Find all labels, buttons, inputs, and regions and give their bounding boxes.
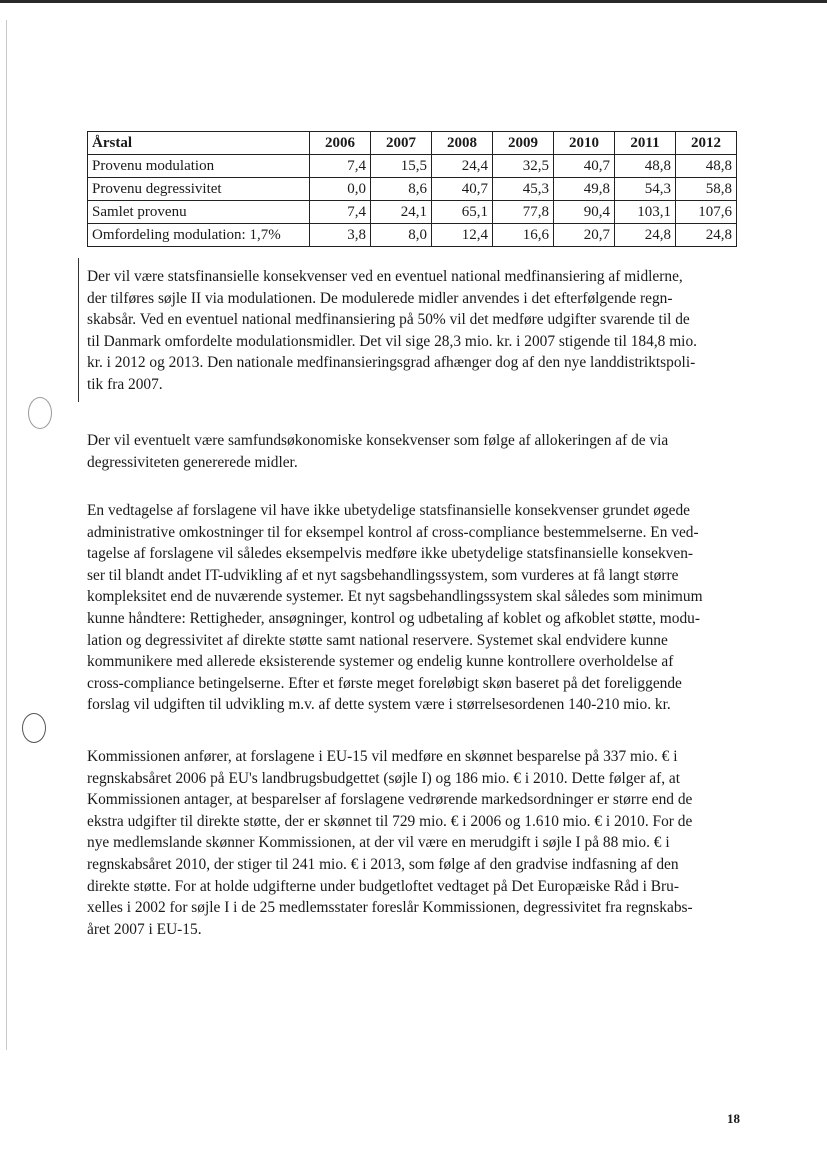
text-line: xelles i 2002 for søjle I i de 25 medlemsstater foreslår Kommissionen, degressivitet fra regnskabs- — [87, 899, 693, 917]
text-line: kompleksitet end de nuværende systemer. Et nyt sagsbehandlingssystem skal således som minimum — [87, 588, 703, 606]
text-line: der tilføres søjle II via modulationen. De modulerede midler anvendes i det efterfølgende regn- — [87, 289, 673, 307]
table-cell: 7,4 — [310, 155, 371, 178]
table-header-cell: 2009 — [493, 132, 554, 155]
table-cell: 32,5 — [493, 155, 554, 178]
table-header-cell: Årstal — [88, 132, 310, 155]
left-margin-rule — [6, 20, 7, 1050]
row-label: Omfordeling modulation: 1,7% — [88, 224, 310, 247]
text-line: forslag vil udgiften til udvikling m.v. af dette system være i størrelsesordenen 140-210 mio. kr. — [87, 696, 671, 714]
text-line: til Danmark omfordelte modulationsmidler. Det vil sige 28,3 mio. kr. i 2007 stigende til 184,8 mio. — [87, 332, 697, 350]
paragraph-administrative-costs — [87, 500, 747, 716]
table-header-cell: 2006 — [310, 132, 371, 155]
table-header-row — [88, 132, 737, 155]
table-cell: 107,6 — [676, 201, 737, 224]
table-cell: 7,4 — [310, 201, 371, 224]
text-line: Kommissionen antager, at besparelser af forslagene vedrørende markedsordninger er større end de — [87, 791, 693, 809]
table-cell: 8,6 — [371, 178, 432, 201]
table-header-cell: 2007 — [371, 132, 432, 155]
table-header-cell: 2012 — [676, 132, 737, 155]
text-line: direkte støtte. For at holde udgifterne under budgetloftet vedtaget på Det Europæiske Råd i Bru- — [87, 877, 679, 895]
revenue-table — [87, 131, 737, 247]
text-line: ser til blandt andet IT-udvikling af et nyt sagsbehandlingssystem, som vurderes at få langt større — [87, 566, 679, 584]
text-line: Kommissionen anfører, at forslagene i EU-15 vil medføre en skønnet besparelse på 337 mio. € i — [87, 748, 678, 765]
text-line: ekstra udgifter til direkte støtte, der er skønnet til 729 mio. € i 2006 og 1.610 mio. € i 2010. For de — [87, 812, 693, 830]
paragraph-commission-estimates — [87, 746, 747, 940]
table-cell: 45,3 — [493, 178, 554, 201]
text-line: skabsår. Ved en eventuel national medfinansiering på 50% vil det medføre udgifter svarende til de — [87, 311, 690, 329]
table-cell: 24,8 — [676, 224, 737, 247]
table-cell: 58,8 — [676, 178, 737, 201]
table-cell: 65,1 — [432, 201, 493, 224]
text-line: En vedtagelse af forslagene vil have ikke ubetydelige statsfinansielle konsekvenser grundet øgede — [87, 502, 691, 519]
text-line: tagelse af forslagene vil således eksempelvis medføre ikke ubetydelige statsfinansielle konsekven- — [87, 545, 694, 563]
table-row — [88, 224, 737, 247]
table-row — [88, 178, 737, 201]
table-cell: 24,1 — [371, 201, 432, 224]
text-line: regnskabsåret 2006 på EU's landbrugsbudgettet (søjle I) og 186 mio. € i 2010. Dette følger af, at — [87, 769, 681, 787]
table-cell: 48,8 — [615, 155, 676, 178]
table-cell: 3,8 — [310, 224, 371, 247]
table-cell: 48,8 — [676, 155, 737, 178]
top-edge-rule — [0, 0, 827, 3]
text-line: kunne håndtere: Rettigheder, ansøgninger, kontrol og udbetaling af koblet og afkoblet støtte, modu- — [87, 609, 700, 627]
page-number: 18 — [727, 1111, 740, 1126]
table-cell: 12,4 — [432, 224, 493, 247]
text-line: tik fra 2007. — [87, 375, 163, 393]
table-cell: 20,7 — [554, 224, 615, 247]
table-cell: 8,0 — [371, 224, 432, 247]
text-line: året 2007 i EU-15. — [87, 920, 202, 938]
text-line: Der vil eventuelt være samfundsøkonomiske konsekvenser som følge af allokeringen af de via — [87, 432, 669, 449]
punch-hole-bottom — [22, 713, 46, 743]
table-cell: 40,7 — [432, 178, 493, 201]
table-cell: 15,5 — [371, 155, 432, 178]
table-cell: 103,1 — [615, 201, 676, 224]
text-line: kommunikere med allerede eksisterende systemer og endelig kunne kontrollere overholdelse af — [87, 653, 674, 671]
table-cell: 49,8 — [554, 178, 615, 201]
revision-bar — [78, 258, 79, 402]
text-line: lation og degressivitet af direkte støtte samt national reservere. Systemet skal endvidere kunne — [87, 631, 668, 649]
paragraph-national-cofinancing — [87, 266, 747, 396]
text-line: Der vil være statsfinansielle konsekvenser ved en eventuel national medfinansiering af midlerne, — [87, 268, 683, 285]
row-label: Provenu degressivitet — [88, 178, 310, 201]
table-cell: 77,8 — [493, 201, 554, 224]
text-line: administrative omkostninger til for eksempel kontrol af cross-compliance bestemmelserne. En ved- — [87, 523, 699, 541]
text-line: cross-compliance betingelserne. Efter et første meget foreløbigt skøn baseret på det foreliggende — [87, 674, 682, 692]
table-cell: 40,7 — [554, 155, 615, 178]
table-cell: 90,4 — [554, 201, 615, 224]
table-header-cell: 2011 — [615, 132, 676, 155]
text-line: regnskabsåret 2010, der stiger til 241 mio. € i 2013, som følge af den gradvise indfasning af den — [87, 855, 679, 873]
table-cell: 24,8 — [615, 224, 676, 247]
table-cell: 0,0 — [310, 178, 371, 201]
table-header-cell: 2008 — [432, 132, 493, 155]
table-header-cell: 2010 — [554, 132, 615, 155]
table-cell: 16,6 — [493, 224, 554, 247]
table-row — [88, 155, 737, 178]
paragraph-socioeconomic — [87, 430, 747, 473]
text-line: kr. i 2012 og 2013. Den nationale medfinansieringsgrad afhænger dog af den nye landdistriktspoli- — [87, 354, 696, 372]
row-label: Provenu modulation — [88, 155, 310, 178]
punch-hole-top — [28, 397, 52, 429]
table-row — [88, 201, 737, 224]
text-line: degressiviteten genererede midler. — [87, 453, 298, 471]
table-cell: 24,4 — [432, 155, 493, 178]
text-line: nye medlemslande skønner Kommissionen, at der vil være en merudgift i søjle I på 88 mio. € i — [87, 834, 670, 852]
table-cell: 54,3 — [615, 178, 676, 201]
row-label: Samlet provenu — [88, 201, 310, 224]
